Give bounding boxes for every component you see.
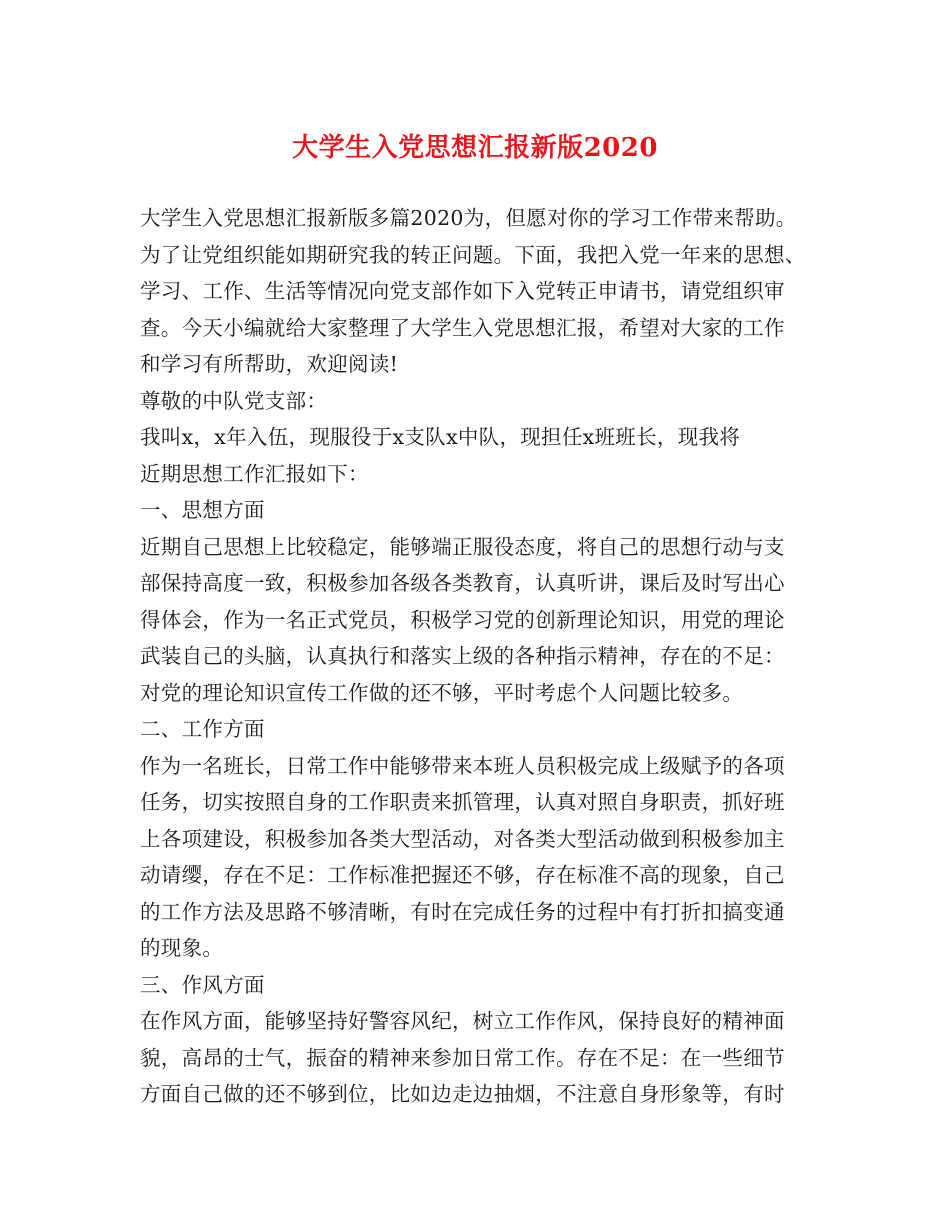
- body-line: 作为一名班长，日常工作中能够带来本班人员积极完成上级赋予的各项: [140, 753, 785, 778]
- body-line: 武装自己的头脑，认真执行和落实上级的各种指示精神，存在的不足：: [140, 644, 785, 668]
- document-body: [140, 200, 830, 1113]
- section-heading: 一、思想方面: [140, 498, 265, 522]
- body-line: 上各项建设，积极参加各类大型活动，对各类大型活动做到积极参加主: [140, 826, 785, 851]
- body-line: 近期思想工作汇报如下：: [140, 461, 369, 486]
- body-line: 和学习有所帮助，欢迎阅读!: [140, 352, 399, 376]
- body-line: 学习、工作、生活等情况向党支部作如下入党转正申请书，请党组织审: [140, 279, 785, 303]
- body-line: 得体会，作为一名正式党员，积极学习党的创新理论知识，用党的理论: [140, 607, 785, 632]
- body-line: 方面自己做的还不够到位，比如边走边抽烟，不注意自身形象等，有时: [140, 1082, 785, 1106]
- salutation: 尊敬的中队党支部：: [140, 388, 328, 413]
- body-line: 部保持高度一致，积极参加各级各类教育，认真听讲，课后及时写出心: [140, 571, 785, 595]
- body-line: 对党的理论知识宣传工作做的还不够，平时考虑个人问题比较多。: [140, 680, 744, 705]
- body-line: 为了让党组织能如期研究我的转正问题。下面，我把入党一年来的思想、: [140, 242, 806, 267]
- body-line: 我叫x，x年入伍，现服役于x支队x中队，现担任x班班长，现我将: [140, 425, 741, 449]
- body-line: 任务，切实按照自身的工作职责来抓管理，认真对照自身职责，抓好班: [140, 790, 785, 814]
- body-line: 的现象。: [140, 936, 224, 960]
- section-heading: 二、工作方面: [140, 717, 265, 741]
- body-line: 貌，高昂的士气，振奋的精神来参加日常工作。存在不足：在一些细节: [140, 1045, 785, 1070]
- body-line: 近期自己思想上比较稳定，能够端正服役态度，将自己的思想行动与支: [140, 534, 785, 559]
- body-line: 的工作方法及思路不够清晰，有时在完成任务的过程中有打折扣搞变通: [140, 899, 785, 924]
- document-title: 大学生入党思想汇报新版2020: [292, 133, 658, 163]
- body-line: 动请缨，存在不足：工作标准把握还不够，存在标准不高的现象，自己: [140, 863, 785, 887]
- body-line: 大学生入党思想汇报新版多篇2020为，但愿对你的学习工作带来帮助。: [140, 206, 797, 230]
- section-heading: 三、作风方面: [140, 972, 265, 997]
- body-line: 查。今天小编就给大家整理了大学生入党思想汇报，希望对大家的工作: [140, 315, 785, 340]
- body-line: 在作风方面，能够坚持好警容风纪，树立工作作风，保持良好的精神面: [140, 1009, 785, 1033]
